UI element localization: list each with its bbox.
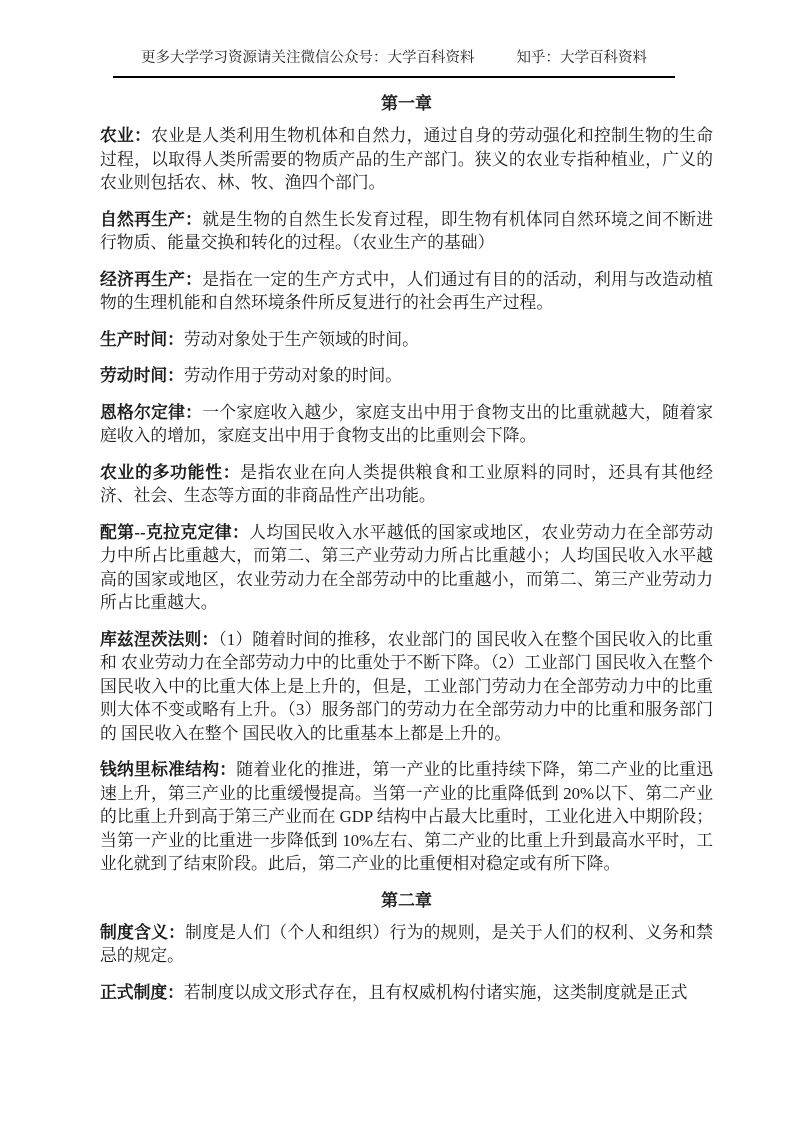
header-right-text: 知乎：大学百科资料 bbox=[516, 50, 647, 66]
definition: 是指在一定的生产方式中，人们通过有目的的活动，利用与改造动植物的生理机能和自然环境条件所反复进行的社会再生产过程。 bbox=[100, 269, 713, 312]
term: 制度含义： bbox=[100, 922, 186, 942]
definition-entry bbox=[100, 208, 713, 255]
term: 正式制度： bbox=[100, 982, 184, 1002]
definition: 随着业化的推进，第一产业的比重持续下降，第二产业的比重迅速上升，第三产业的比重缓慢提高。当第一产业的比重降低到 20%以下、第二产业的比重上升到高于第三产业而在 GDP 结构中占最大比重时，工业化进入中期阶段；当第一产业的比重进一步降低到 10%左右、第二产业的比重上升到最高水平时，工业化就到了结束阶段。此后，第二产业的比重便相对稳定或有所下降。 bbox=[100, 760, 713, 873]
definition-entry bbox=[100, 328, 713, 352]
chapter-title: 第一章 bbox=[381, 94, 432, 113]
term: 恩格尔定律： bbox=[100, 402, 203, 422]
term: 劳动时间： bbox=[100, 366, 184, 385]
definition: （1）随着时间的推移，农业部门的 国民收入在整个国民收入的比重和 农业劳动力在全部劳动力中的比重处于不断下降。（2）工业部门 国民收入在整个国民收入中的比重大体上是上升的，但是，工业部门劳动力在全部劳动力中的比重则大体不变或略有上升。（3）服务部门的劳动力在全部劳动力中的比重和服务部门的 国民收入在整个 国民收入的比重基本上都是上升的。 bbox=[100, 629, 713, 743]
definition-entry bbox=[100, 521, 713, 615]
term: 生产时间： bbox=[100, 329, 184, 349]
definition-entry bbox=[100, 461, 713, 508]
definition-entry bbox=[100, 124, 713, 195]
term: 农业： bbox=[100, 126, 152, 145]
definition: 农业是人类利用生物机体和自然力，通过自身的劳动强化和控制生物的生命过程，以取得人类所需要的物质产品的生产部门。狭义的农业专指种植业，广义的农业则包括农、林、牧、渔四个部门。 bbox=[100, 126, 713, 192]
term: 钱纳里标准结构： bbox=[100, 760, 237, 779]
definition: 一个家庭收入越少，家庭支出中用于食物支出的比重就越大，随着家庭收入的增加，家庭支出中用于食物支出的比重则会下降。 bbox=[100, 402, 713, 445]
definition: 人均国民收入水平越低的国家或地区，农业劳动力在全部劳动力中所占比重越大，而第二、第三产业劳动力所占比重越小；人均国民收入水平越高的国家或地区，农业劳动力在全部劳动中的比重越小，而第二、第三产业劳动力所占比重越大。 bbox=[100, 522, 713, 612]
definition: 劳动作用于劳动对象的时间。 bbox=[183, 366, 403, 385]
definition: 制度是人们（个人和组织）行为的规则，是关于人们的权利、义务和禁忌的规定。 bbox=[100, 922, 713, 965]
term: 农业的多功能性： bbox=[100, 462, 241, 482]
definition-entry bbox=[100, 628, 713, 746]
definition-entry bbox=[100, 981, 713, 1005]
definition-entry bbox=[100, 364, 713, 388]
definition-entry bbox=[100, 401, 713, 448]
definition-entry bbox=[100, 268, 713, 315]
chapter-title: 第二章 bbox=[381, 890, 432, 910]
definition: 就是生物的自然生长发育过程，即生物有机体同自然环境之间不断进行物质、能量交换和转化的过程。（农业生产的基础） bbox=[100, 209, 713, 252]
definition: 是指农业在向人类提供粮食和工业原料的同时，还具有其他经济、社会、生态等方面的非商品性产出功能。 bbox=[100, 462, 713, 505]
header-left-text: 更多大学学习资源请关注微信公众号：大学百科资料 bbox=[141, 50, 475, 66]
term: 自然再生产： bbox=[100, 209, 203, 229]
term: 库兹涅茨法则： bbox=[100, 629, 219, 649]
definition-entry bbox=[100, 758, 713, 876]
definition-entry bbox=[100, 921, 713, 968]
term: 经济再生产： bbox=[100, 269, 203, 289]
document-body bbox=[100, 92, 713, 1004]
page-header bbox=[113, 46, 675, 78]
definition: 若制度以成文形式存在，且有权威机构付诸实施，这类制度就是正式 bbox=[183, 982, 688, 1002]
definition: 劳动对象处于生产领域的时间。 bbox=[183, 329, 419, 349]
term: 配第--克拉克定律： bbox=[100, 522, 250, 542]
